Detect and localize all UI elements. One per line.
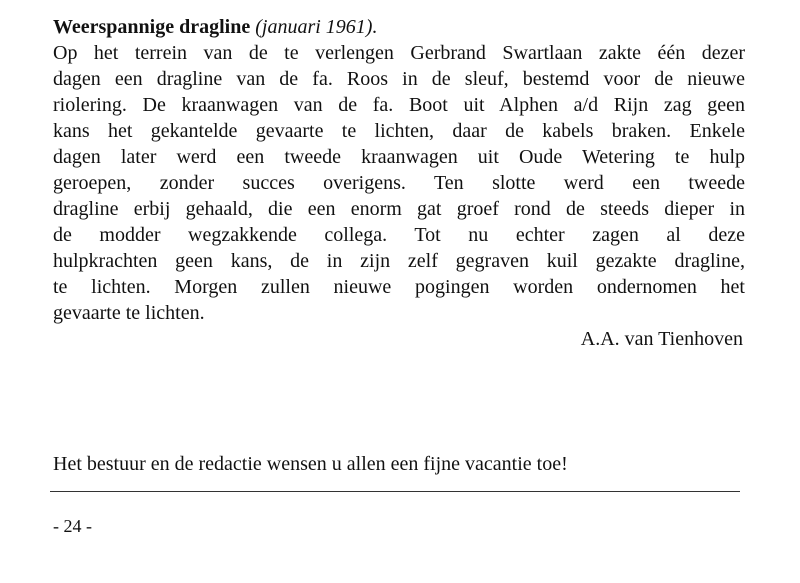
article-line: Op het terrein van de te verlengen Gerbrand Swartlaan zakte één dezer (53, 42, 745, 64)
article-line: dagen een dragline van de fa. Roos in de sleuf, bestemd voor de nieuwe (53, 68, 745, 90)
article-line: hulpkrachten geen kans, de in zijn zelf gegraven kuil gezakte dragline, (53, 250, 745, 272)
article-line: te lichten. Morgen zullen nieuwe pogingen worden ondernomen het (53, 276, 745, 298)
page-number: - 24 - (53, 516, 92, 536)
article-line: dragline erbij gehaald, die een enorm gat groef rond de steeds dieper in (53, 198, 745, 220)
closing-message: Het bestuur en de redactie wensen u allen een fijne vacantie toe! (53, 453, 568, 475)
article-author: A.A. van Tienhoven (580, 328, 743, 350)
article-line: geroepen, zonder succes overigens. Ten slotte werd een tweede (53, 172, 745, 194)
article-title (53, 14, 745, 40)
article-line: kans het gekantelde gevaarte te lichten, daar de kabels braken. Enkele (53, 120, 745, 142)
article (53, 14, 745, 352)
article-line: dagen later werd een tweede kraanwagen uit Oude Wetering te hulp (53, 146, 745, 168)
article-title-text: Weerspannige dragline (53, 16, 251, 38)
article-line-last: gevaarte te lichten. (53, 302, 205, 324)
article-line: riolering. De kraanwagen van de fa. Boot uit Alphen a/d Rijn zag geen (53, 94, 745, 116)
footer-divider (50, 491, 740, 492)
article-title-date: (januari 1961). (255, 16, 378, 38)
article-line: de modder wegzakkende collega. Tot nu echter zagen al deze (53, 224, 745, 246)
